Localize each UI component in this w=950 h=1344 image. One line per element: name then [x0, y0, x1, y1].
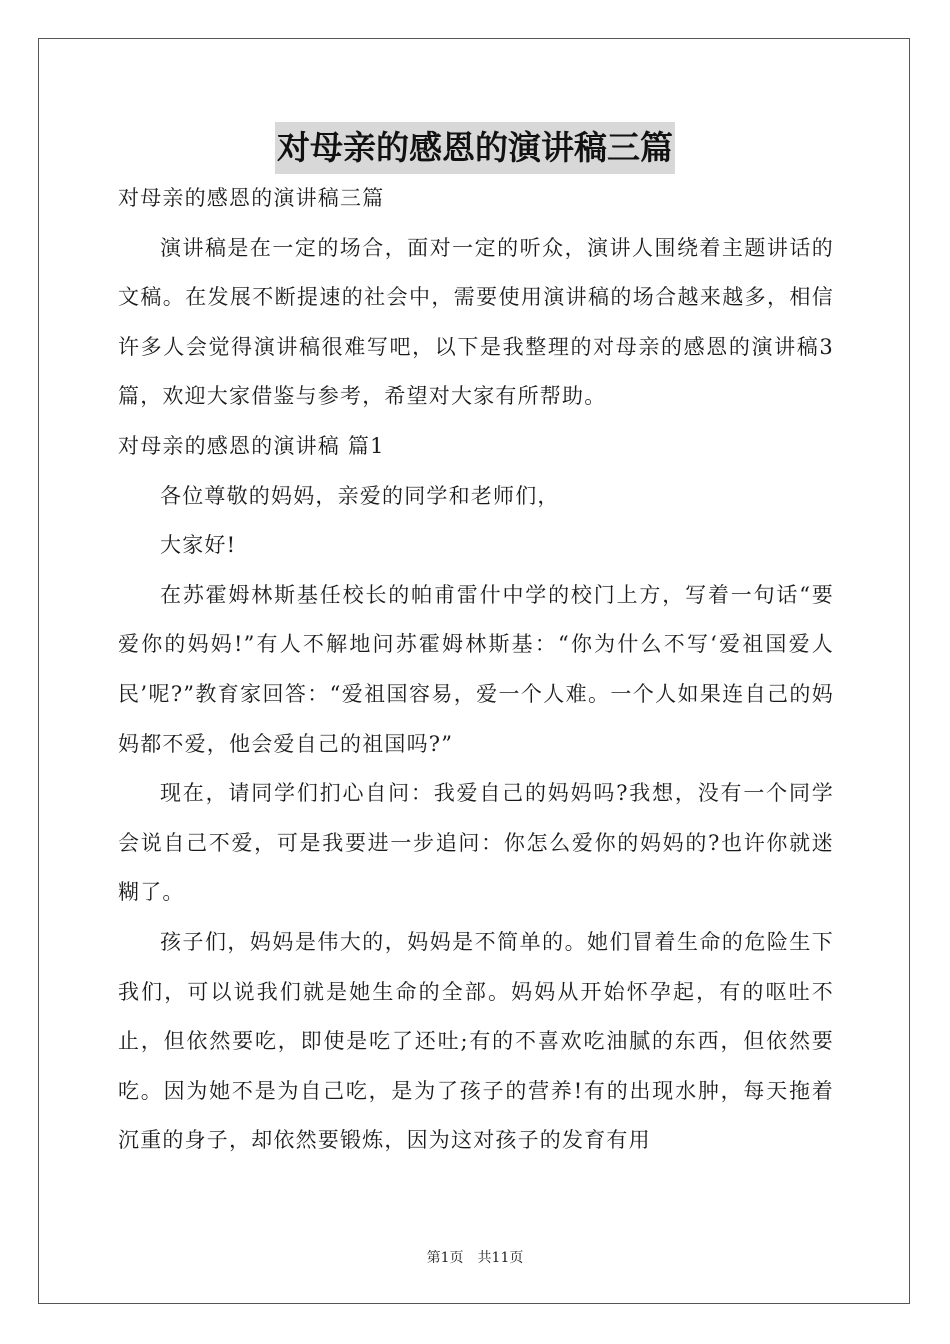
paragraph: 大家好! — [160, 533, 237, 558]
title-container — [0, 122, 950, 174]
paragraph: 对母亲的感恩的演讲稿三篇 — [118, 186, 385, 210]
document-body — [118, 174, 834, 1166]
page-footer: 第1页 共11页 — [426, 1250, 524, 1266]
paragraph: 各位尊敬的妈妈，亲爱的同学和老师们， — [160, 483, 560, 508]
paragraph: 演讲稿是在一定的场合，面对一定的听众，演讲人围绕着主题讲话的文稿。在发展不断提速的社会中，需要使用演讲稿的场合越来越多，相信许多人会觉得演讲稿很难写吧，以下是我整理的对母亲的感恩的演讲稿3篇，欢迎大家借鉴与参考，希望对大家有所帮助。 — [118, 235, 834, 409]
document-title: 对母亲的感恩的演讲稿三篇 — [275, 122, 675, 174]
paragraph: 在苏霍姆林斯基任校长的帕甫雷什中学的校门上方，写着一句话“要爱你的妈妈!”有人不解地问苏霍姆林斯基：“你为什么不写‘爱祖国爱人民’呢?”教育家回答：“爱祖国容易，爱一个人难。一个人如果连自己的妈妈都不爱，他会爱自己的祖国吗?” — [118, 582, 834, 756]
paragraph: 孩子们，妈妈是伟大的，妈妈是不简单的。她们冒着生命的危险生下我们，可以说我们就是她生命的全部。妈妈从开始怀孕起，有的呕吐不止，但依然要吃，即使是吃了还吐;有的不喜欢吃油腻的东西，但依然要吃。因为她不是为自己吃，是为了孩子的营养!有的出现水肿，每天拖着沉重的身子，却依然要锻炼，因为这对孩子的发育有用 — [118, 929, 834, 1153]
section-heading: 对母亲的感恩的演讲稿 篇1 — [118, 433, 385, 458]
paragraph: 现在，请同学们扪心自问：我爱自己的妈妈吗?我想，没有一个同学会说自己不爱，可是我要进一步追问：你怎么爱你的妈妈的?也许你就迷糊了。 — [118, 781, 834, 905]
